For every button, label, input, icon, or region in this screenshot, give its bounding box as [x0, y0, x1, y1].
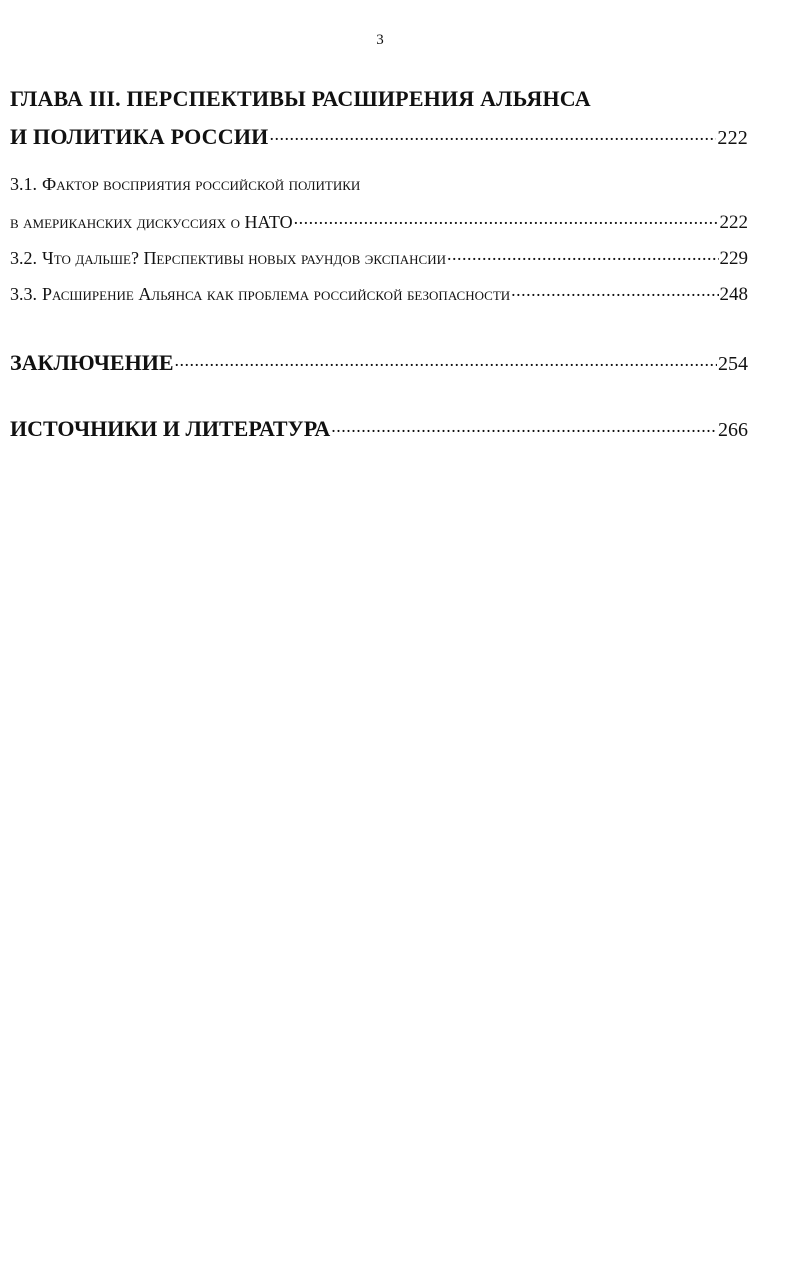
chapter-3-entry: [10, 86, 748, 158]
dot-leader: [175, 348, 718, 370]
section-page-number: 248: [719, 284, 748, 305]
section-title-text: Фактор восприятия российской политики: [42, 174, 361, 194]
section-3-1-line-1: [10, 174, 748, 210]
conclusion-title: ЗАКЛЮЧЕНИЕ: [10, 350, 174, 375]
sources-entry: [10, 414, 748, 450]
section-page-number: 229: [719, 248, 748, 269]
page-number: 3: [376, 32, 384, 48]
dot-leader: [294, 210, 719, 228]
sources-title: ИСТОЧНИКИ И ЛИТЕРАТУРА: [10, 416, 331, 441]
section-3-3-line: [10, 282, 748, 318]
chapter-page-number: 222: [717, 127, 748, 149]
section-3-1-line-2: [10, 210, 748, 246]
chapter-title-line-2: [10, 122, 748, 158]
dot-leader: [269, 122, 716, 144]
table-of-contents: [10, 86, 748, 450]
section-number: 3.2.: [10, 248, 37, 268]
dot-leader: [511, 282, 718, 300]
chapter-title-line-1: [10, 86, 748, 122]
chapter-title-text-1: ГЛАВА III. ПЕРСПЕКТИВЫ РАСШИРЕНИЯ АЛЬЯНСА: [10, 86, 591, 111]
section-number: 3.1.: [10, 174, 37, 194]
section-3-1-entry: [10, 174, 748, 246]
section-3-2-entry: [10, 246, 748, 282]
dot-leader: [447, 246, 719, 264]
chapter-title-text-2: И ПОЛИТИКА РОССИИ: [10, 124, 269, 149]
conclusion-line: [10, 348, 748, 384]
section-page-number: 222: [719, 212, 748, 233]
sources-line: [10, 414, 748, 450]
section-title-text-continued: в американских дискуссиях о НАТО: [10, 212, 293, 232]
sources-page-number: 266: [718, 419, 748, 441]
section-title-text: Что дальше? Перспективы новых раундов экспансии: [42, 248, 446, 268]
section-title-text: Расширение Альянса как проблема российской безопасности: [42, 284, 511, 304]
section-number: 3.3.: [10, 284, 37, 304]
dot-leader: [331, 414, 717, 436]
conclusion-entry: [10, 348, 748, 384]
section-3-3-entry: [10, 282, 748, 318]
section-3-2-line: [10, 246, 748, 282]
conclusion-page-number: 254: [718, 353, 748, 375]
